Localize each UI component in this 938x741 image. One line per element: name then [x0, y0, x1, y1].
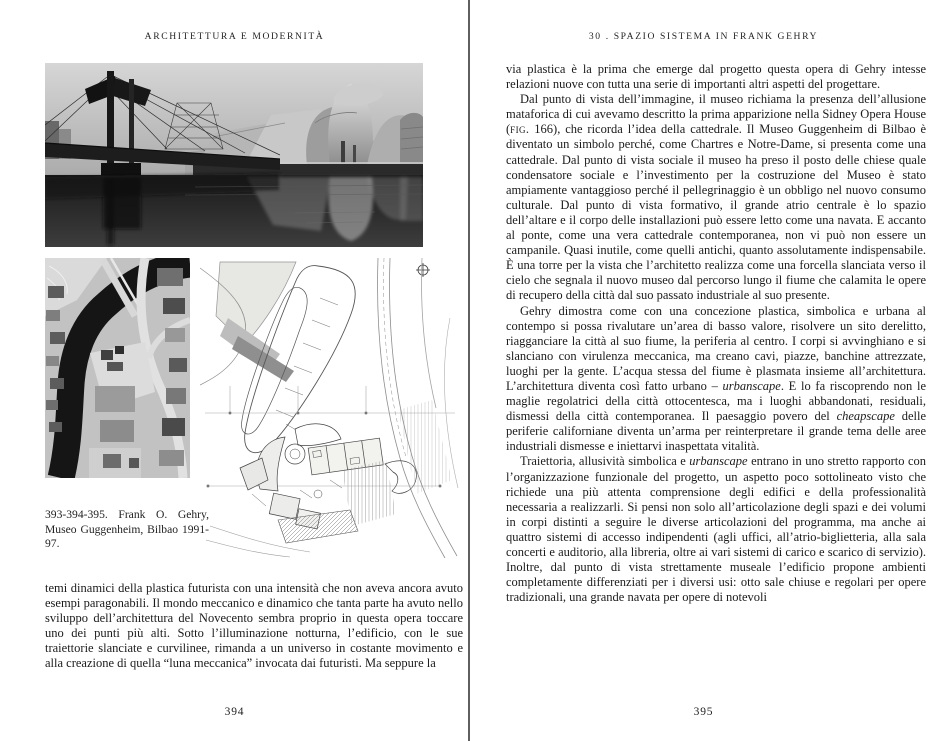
page-gutter-divider — [468, 0, 470, 741]
right-running-head: 30 . SPAZIO SISTEMA IN FRANK GEHRY — [588, 31, 819, 42]
figure-site-plan-drawing — [200, 258, 462, 558]
water-reflection — [45, 173, 423, 247]
left-running-head: ARCHITETTURA E MODERNITÀ — [144, 31, 325, 42]
left-page-number: 394 — [224, 706, 245, 718]
right-body-text: via plastica è la prima che emerge dal progetto questa opera di Gehry intesse relazioni nuove con tutta una serie di importanti altri aspetti del progettare. Dal punto di vista dell’immagine, il museo richiama la presenza dell’allusione mataforica di cui avevamo descritto la prima apparizione nella Sidney Opera House (fig. 166), che ricorda l’idea della cattedrale. Il Museo Guggenheim di Bilbao è diventato un simbolo perché, come Chartres e Notre-Dame, si presenta come una cattedrale. Dal punto di vista sociale il museo ha preso il posto delle chiese quale condensatore sociale e l’investimento per la costruzione del Museo è stato ampiamente vantaggioso perché il pellegrinaggio è un obbligo nel nuovo consumo culturale. Dal punto di vista formativo, il grande atrio centrale è lo spazio dell’altare e il corpo delle installazioni può essere letto come una navata. E accanto al ponte, come una vera cattedrale contemporanea, non vi può non essere un campanile. Quasi inutile, come quelli antichi, quanto assolutamente indispensabile. È una torre per la vista che l’architetto realizza come una forcella slanciata verso il cielo che segnala il nuovo museo dal percorso lungo il fiume che calamita le opere di recupero della città dal suo passato industriale al suo presente. Gehry dimostra come con una concezione plastica, simbolica e urbana al contempo si possa rivalutare un’area di basso valore, risolvere un sito derelitto, riagganciare la città al suo fiume, la periferia al centro. I corpi si avvinghiano e si slanciano con virulenza meccanica, ma creano cavi, piazze, banchine attrezzate, luoghi per la gente. L’acqua stessa del fiume è plasmata insieme all’architettura. L’architettura diventa così fatto urbano – urbanscape. E lo fa riscoprendo non le maglie regolatrici della città ottocentesca, ma i luoghi abbandonati, residuali, dismessi della città contemporanea. Il paesaggio povero del cheapscape delle periferie californiane diventa un’arma per reinterpretare il grande tema delle aree industriali dismesse e iniettarvi inaspettata vitalità. Traiettoria, allusività simbolica e urbanscape entrano in uno stretto rapporto con l’organizzazione funzionale del progetto, un aspetto poco sottolineato visto che richiede una più attenta comprensione degli edifici e della professionalità necessaria a realizzarli. Si pensi non solo all’articolazione degli spazi e dei volumi in corpi distinti a seguire le diverse articolazioni del programma, ma anche ai quattro sistemi di accesso indipendenti (agli uffici, all’atrio-biglietteria, alla sala concerti e auditorio, alla libreria, oltre ai vari sistemi di carico e scarico di servizio). Inoltre, dal punto di vista strettamente museale l’edificio propone ambienti completamente differenziati per i diversi usi: otto sale chiuse e regolari per opere tradizionali, una grande navata per opere di notevoli — [506, 62, 926, 605]
hatched-slope — [398, 400, 452, 494]
figure-photo-guggenheim-bridge — [45, 63, 423, 247]
figure-aerial-site-view — [45, 258, 190, 478]
left-body-text: temi dinamici della plastica futurista con una intensità che non aveva ancora avuto esempi paragonabili. Il mondo meccanico e dinamico che tanta parte ha avuto nello sviluppo dell’architettura del Novecento sembra proprio in questa opera toccare uno dei punti più alti. Sotto l’illuminazione notturna, l’edificio, con le sue traiettorie slanciate e curvilinee, rimanda a un universo in costante movimento e alla creazione di quella “luna meccanica” invocata dai futuristi. Ma seppure la — [45, 581, 463, 671]
figure-caption: 393-394-395. Frank O. Gehry, Museo Guggenheim, Bilbao 1991-97. — [45, 508, 209, 551]
compass-icon — [416, 263, 430, 277]
right-page-number: 395 — [693, 706, 714, 718]
